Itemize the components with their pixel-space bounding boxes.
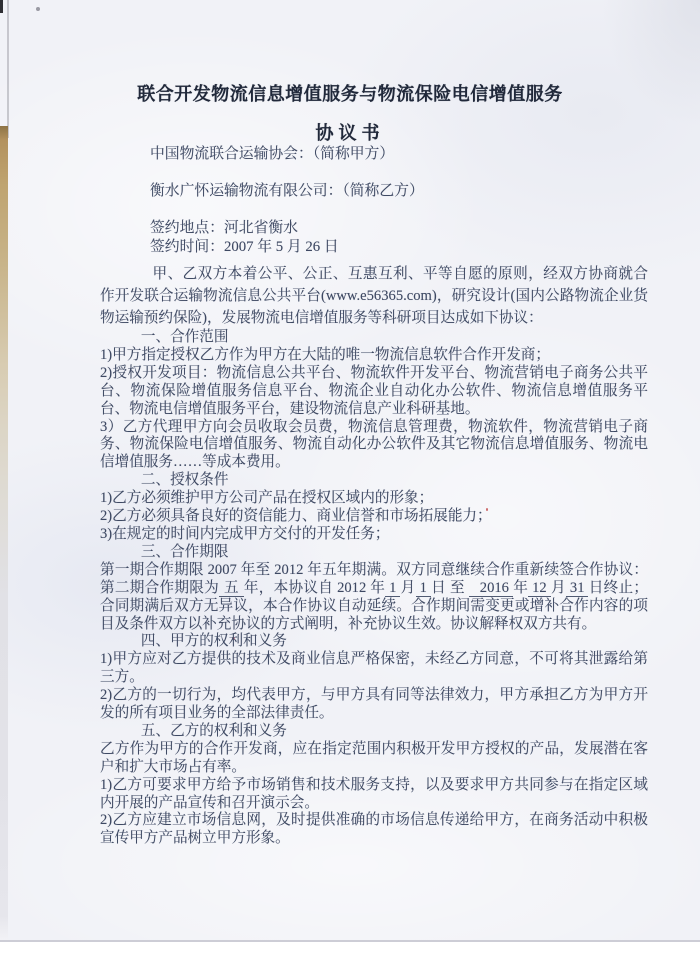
section-5-heading: 五、乙方的权利和义务 — [140, 722, 287, 739]
section-2-item: 3)在规定的时间内完成甲方交付的开发任务； — [100, 525, 390, 542]
blank-field-end-year: 2016 — [469, 580, 513, 597]
sign-place-line: 签约地点：河北省衡水 — [150, 220, 298, 236]
term-text: 月 — [550, 579, 566, 596]
party-b-line: 衡水广怀运输物流有限公司：（简称乙方） — [150, 183, 424, 199]
section-2-item: 2)乙方必须具备良好的资信能力、商业信誉和市场拓展能力； — [100, 508, 492, 525]
scan-edge-artifact — [0, 126, 8, 940]
section-4-item: 2)乙方的一切行为，均代表甲方，与甲方具有同等法律效力，甲方承担乙方为甲方开发的所有项目业务的全部法律责任。 — [100, 687, 648, 722]
section-2-item: 1)乙方必须维护甲方公司产品在授权区域内的形象； — [100, 490, 434, 507]
document-body — [100, 329, 648, 848]
term-text: 日 至 — [430, 579, 465, 596]
section-3-heading: 三、合作期限 — [140, 543, 229, 560]
document-subtitle: 协议书 — [315, 123, 385, 143]
scan-bottom-margin — [0, 942, 700, 964]
term-text: 月 — [400, 579, 416, 596]
scan-edge-artifact — [7, 0, 9, 138]
scan-edge-artifact — [0, 0, 3, 13]
term-text: 年 — [512, 579, 529, 596]
term-text: 第一期合作期限 2007 年至 2012 年五年期满。双方同意继续合作重新续签合作协议：第二期合作期限为 — [100, 561, 648, 596]
intro-paragraph: 甲、乙双方本着公平、公正、互惠互利、平等自愿的原则，经双方协商就合作开发联合运输物流信息公共平台(www.e56365.com)，研究设计(国内公路物流企业货物运输预约保险)，发展物流电信增值服务等科研项目达成如下协议： — [100, 266, 648, 326]
section-4-item: 1)甲方应对乙方提供的技术及商业信息严格保密，未经乙方同意，不可将其泄露给第三方。 — [100, 651, 648, 686]
paper-speck — [36, 7, 40, 11]
section-1-item: 2)授权开发项目：物流信息公共平台、物流软件开发平台、物流营销电子商务公共平台、物流保险增值服务信息平台、物流企业自动化办公软件、物流信息增值服务平台、物流电信增值服务平台，建设物流信息产业科研基地。 — [100, 364, 648, 417]
blank-field-start-month: 1 — [385, 580, 400, 597]
section-5-item: 2)乙方应建立市场信息网，及时提供准确的市场信息传递给甲方，在商务活动中积极宣传甲方产品树立甲方形象。 — [100, 812, 648, 847]
term-paragraph — [100, 562, 648, 634]
document-title: 联合开发物流信息增值服务与物流保险电信增值服务 — [137, 84, 563, 104]
blank-field-start-day: 1 — [416, 580, 431, 597]
section-5-item: 乙方作为甲方的合作开发商，应在指定范围内积极开发甲方授权的产品，发展潜在客户和扩大市场占有率。 — [100, 740, 648, 775]
blank-field-end-day: 31 — [566, 580, 589, 597]
party-a-line: 中国物流联合运输协会：（简称甲方） — [150, 146, 395, 162]
section-1-heading: 一、合作范围 — [140, 329, 229, 345]
blank-field-end-month: 12 — [528, 580, 551, 597]
section-4-heading: 四、甲方的权利和义务 — [140, 633, 287, 650]
section-5-item: 1)乙方可要求甲方给予市场销售和技术服务支持，以及要求甲方共同参与在指定区域内开展的产品宣传和召开演示会。 — [100, 776, 648, 811]
sign-time-line: 签约时间：2007 年 5 月 26 日 — [150, 239, 339, 255]
term-text: 年，本协议自 2012 年 — [243, 579, 386, 596]
section-2-heading: 二、授权条件 — [140, 472, 229, 489]
section-1-item: 3）乙方代理甲方向会员收取会员费，物流信息管理费，物流软件，物流营销电子商务、物流保险电信增值服务、物流自动化办公软件及其它物流信息增值服务、物流电信增值服务……等成本费用。 — [100, 418, 648, 471]
blank-field-term-years: 五 — [219, 580, 244, 597]
term-text: 日终止；合同期满后双方无异议，本合作协议自动延续。合作期间需变更或增补合作内容的项目及条件双方以补充协议的方式阐明，补充协议生效。协议解释权双方共有。 — [100, 579, 648, 632]
section-1-item: 1)甲方指定授权乙方作为甲方在大陆的唯一物流信息软件合作开发商； — [100, 346, 550, 363]
